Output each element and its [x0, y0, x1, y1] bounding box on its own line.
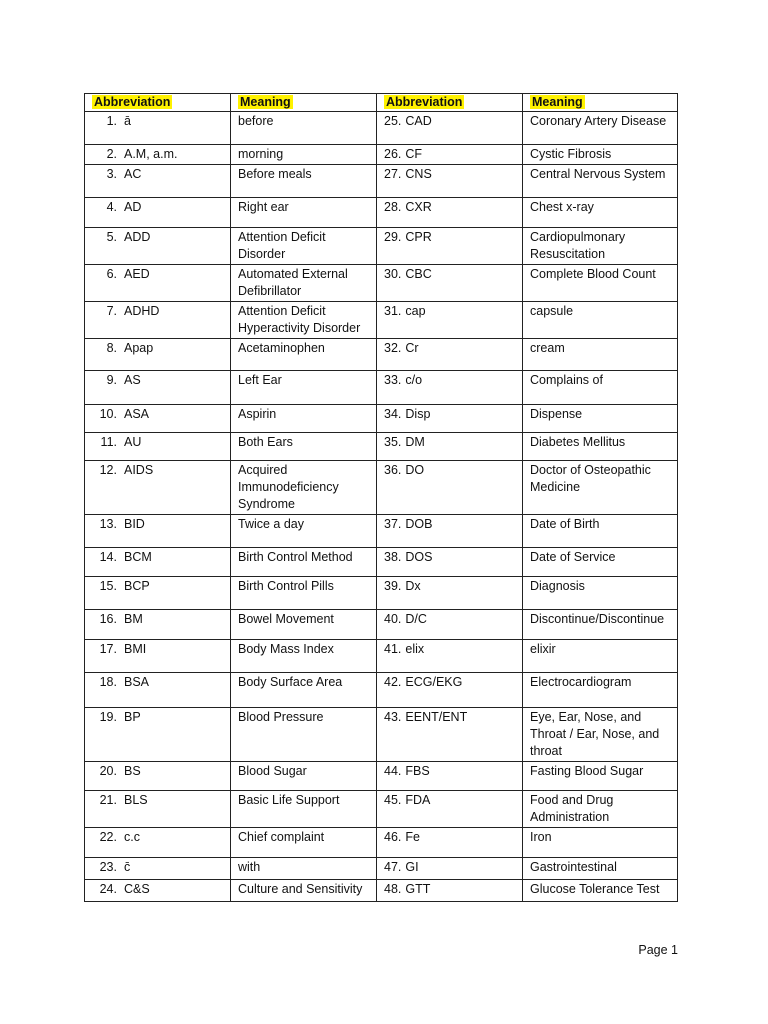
meaning-text: Date of Birth	[530, 517, 600, 531]
row-number: 18.	[99, 675, 117, 689]
table-row	[85, 610, 678, 640]
meaning-cell	[231, 405, 377, 433]
header-meaning-2: Meaning	[523, 94, 678, 112]
row-number: 30.	[384, 267, 402, 281]
meaning-cell	[231, 265, 377, 302]
meaning-text: Birth Control Pills	[238, 579, 334, 593]
row-number: 41.	[384, 642, 402, 656]
abbreviation-cell	[85, 461, 231, 515]
abbreviation-text: BP	[124, 710, 141, 724]
table-row	[85, 145, 678, 165]
abbreviation-cell	[377, 145, 523, 165]
abbreviation-text: FBS	[405, 764, 430, 778]
abbreviation-cell	[377, 577, 523, 610]
row-number: 13.	[99, 517, 117, 531]
row-number: 14.	[99, 550, 117, 564]
row-number: 48.	[384, 882, 402, 896]
meaning-cell	[231, 762, 377, 791]
meaning-text: Discontinue/Discontinue	[530, 612, 665, 626]
meaning-text: Cardiopulmonary Resuscitation	[530, 230, 626, 261]
abbreviation-cell	[377, 828, 523, 858]
abbreviation-cell	[377, 433, 523, 461]
meaning-cell	[523, 577, 678, 610]
abbreviation-text: BM	[124, 612, 143, 626]
meaning-cell	[523, 145, 678, 165]
abbreviation-text: BCP	[124, 579, 150, 593]
table-row	[85, 640, 678, 673]
table-row	[85, 112, 678, 145]
meaning-text: Attention Deficit Hyperactivity Disorder	[238, 304, 361, 335]
meaning-text: Acetaminophen	[238, 341, 325, 355]
meaning-text: Twice a day	[238, 517, 305, 531]
row-number: 5.	[106, 230, 117, 244]
abbreviation-cell	[377, 791, 523, 828]
meaning-text: Coronary Artery Disease	[530, 114, 667, 128]
table-row	[85, 548, 678, 577]
meaning-text: Cystic Fibrosis	[530, 147, 612, 161]
meaning-text: before	[238, 114, 274, 128]
abbreviation-text: AS	[124, 373, 141, 387]
row-number: 31.	[384, 304, 402, 318]
row-number: 3.	[106, 167, 117, 181]
meaning-cell	[523, 610, 678, 640]
table-row	[85, 515, 678, 548]
abbreviation-cell	[377, 339, 523, 371]
row-number: 35.	[384, 435, 402, 449]
meaning-text: Chief complaint	[238, 830, 325, 844]
meaning-cell	[231, 302, 377, 339]
meaning-cell	[231, 858, 377, 880]
meaning-cell	[231, 198, 377, 228]
abbreviation-cell	[377, 112, 523, 145]
abbreviation-text: CXR	[405, 200, 432, 214]
row-number: 36.	[384, 463, 402, 477]
row-number: 29.	[384, 230, 402, 244]
header-abbreviation-1: Abbreviation	[85, 94, 231, 112]
abbreviation-cell	[377, 302, 523, 339]
meaning-text: Gastrointestinal	[530, 860, 617, 874]
row-number: 38.	[384, 550, 402, 564]
row-number: 21.	[99, 793, 117, 807]
abbreviation-text: CAD	[405, 114, 432, 128]
meaning-cell	[231, 640, 377, 673]
meaning-text: Birth Control Method	[238, 550, 353, 564]
row-number: 45.	[384, 793, 402, 807]
meaning-text: Complete Blood Count	[530, 267, 656, 281]
meaning-text: Aspirin	[238, 407, 277, 421]
meaning-cell	[523, 112, 678, 145]
meaning-text: Bowel Movement	[238, 612, 334, 626]
table-row	[85, 265, 678, 302]
meaning-cell	[231, 165, 377, 198]
table-row	[85, 302, 678, 339]
abbreviation-text: c.c	[124, 830, 140, 844]
abbreviation-cell	[85, 198, 231, 228]
table-row	[85, 673, 678, 708]
meaning-text: Left Ear	[238, 373, 282, 387]
table-row	[85, 198, 678, 228]
meaning-text: with	[238, 860, 261, 874]
abbreviation-cell	[377, 198, 523, 228]
row-number: 34.	[384, 407, 402, 421]
meaning-text: Complains of	[530, 373, 603, 387]
abbreviation-cell	[85, 791, 231, 828]
abbreviation-cell	[85, 405, 231, 433]
abbreviation-text: DOB	[405, 517, 433, 531]
row-number: 16.	[99, 612, 117, 626]
abbreviation-text: CNS	[405, 167, 432, 181]
abbreviation-cell	[85, 762, 231, 791]
meaning-cell	[523, 302, 678, 339]
meaning-text: Basic Life Support	[238, 793, 340, 807]
meaning-text: Glucose Tolerance Test	[530, 882, 660, 896]
meaning-cell	[231, 577, 377, 610]
row-number: 24.	[99, 882, 117, 896]
table-row	[85, 339, 678, 371]
meaning-text: Automated External Defibrillator	[238, 267, 348, 298]
abbreviation-cell	[85, 708, 231, 762]
abbreviation-cell	[377, 228, 523, 265]
meaning-cell	[231, 828, 377, 858]
row-number: 39.	[384, 579, 402, 593]
meaning-cell	[523, 828, 678, 858]
abbreviation-text: ADD	[124, 230, 151, 244]
abbreviation-cell	[85, 673, 231, 708]
abbreviation-text: DM	[405, 435, 425, 449]
meaning-text: morning	[238, 147, 284, 161]
row-number: 10.	[99, 407, 117, 421]
abbreviation-cell	[85, 828, 231, 858]
table-row	[85, 708, 678, 762]
table-row	[85, 165, 678, 198]
abbreviation-cell	[377, 405, 523, 433]
abbreviation-text: Apap	[124, 341, 154, 355]
abbreviation-text: AIDS	[124, 463, 154, 477]
abbreviation-text: c/o	[405, 373, 423, 387]
abbreviation-cell	[85, 880, 231, 902]
meaning-text: Food and Drug Administration	[530, 793, 614, 824]
meaning-cell	[231, 433, 377, 461]
meaning-text: Iron	[530, 830, 552, 844]
row-number: 32.	[384, 341, 402, 355]
abbreviation-text: BLS	[124, 793, 148, 807]
row-number: 6.	[106, 267, 117, 281]
table-row	[85, 228, 678, 265]
meaning-cell	[523, 762, 678, 791]
abbreviation-cell	[377, 640, 523, 673]
meaning-text: Electrocardiogram	[530, 675, 632, 689]
meaning-cell	[231, 339, 377, 371]
abbreviation-text: ā	[124, 114, 131, 128]
abbreviation-cell	[85, 339, 231, 371]
abbreviation-text: DO	[405, 463, 425, 477]
row-number: 22.	[99, 830, 117, 844]
row-number: 2.	[106, 147, 117, 161]
row-number: 7.	[106, 304, 117, 318]
meaning-text: Body Mass Index	[238, 642, 334, 656]
abbreviation-table	[84, 93, 678, 902]
meaning-text: Central Nervous System	[530, 167, 666, 181]
row-number: 17.	[99, 642, 117, 656]
meaning-cell	[523, 228, 678, 265]
meaning-cell	[523, 461, 678, 515]
row-number: 26.	[384, 147, 402, 161]
row-number: 1.	[106, 114, 117, 128]
meaning-cell	[231, 112, 377, 145]
abbreviation-cell	[377, 371, 523, 405]
meaning-cell	[231, 461, 377, 515]
abbreviation-cell	[85, 371, 231, 405]
abbreviation-text: ASA	[124, 407, 150, 421]
abbreviation-text: BMI	[124, 642, 147, 656]
abbreviation-text: FDA	[405, 793, 431, 807]
row-number: 11.	[100, 435, 117, 449]
abbreviation-cell	[377, 708, 523, 762]
meaning-cell	[523, 371, 678, 405]
abbreviation-text: BS	[124, 764, 141, 778]
row-number: 47.	[384, 860, 402, 874]
header-abbreviation-2: Abbreviation	[377, 94, 523, 112]
meaning-cell	[523, 791, 678, 828]
abbreviation-text: AC	[124, 167, 142, 181]
meaning-text: Culture and Sensitivity	[238, 882, 363, 896]
meaning-cell	[231, 880, 377, 902]
table-row	[85, 858, 678, 880]
row-number: 20.	[99, 764, 117, 778]
abbreviation-cell	[85, 640, 231, 673]
abbreviation-text: ECG/EKG	[405, 675, 463, 689]
meaning-cell	[523, 339, 678, 371]
meaning-cell	[523, 673, 678, 708]
row-number: 44.	[384, 764, 402, 778]
meaning-cell	[231, 228, 377, 265]
row-number: 4.	[106, 200, 117, 214]
abbreviation-text: D/C	[405, 612, 427, 626]
row-number: 40.	[384, 612, 402, 626]
table-header-row	[85, 94, 678, 112]
abbreviation-text: GI	[405, 860, 419, 874]
table-row	[85, 371, 678, 405]
meaning-text: Blood Sugar	[238, 764, 307, 778]
abbreviation-text: C&S	[124, 882, 150, 896]
page-number: Page 1	[638, 943, 678, 957]
abbreviation-cell	[85, 577, 231, 610]
abbreviation-cell	[377, 265, 523, 302]
meaning-cell	[231, 673, 377, 708]
meaning-cell	[523, 640, 678, 673]
meaning-cell	[523, 858, 678, 880]
meaning-text: Fasting Blood Sugar	[530, 764, 644, 778]
row-number: 46.	[384, 830, 402, 844]
row-number: 19.	[99, 710, 117, 724]
meaning-cell	[231, 371, 377, 405]
abbreviation-cell	[377, 610, 523, 640]
meaning-cell	[523, 708, 678, 762]
abbreviation-text: Fe	[405, 830, 420, 844]
abbreviation-cell	[377, 858, 523, 880]
abbreviation-cell	[377, 515, 523, 548]
abbreviation-text: cap	[405, 304, 426, 318]
meaning-text: Dispense	[530, 407, 583, 421]
meaning-text: Diagnosis	[530, 579, 585, 593]
abbreviation-text: elix	[405, 642, 425, 656]
row-number: 25.	[384, 114, 402, 128]
abbreviation-text: GTT	[405, 882, 431, 896]
abbreviation-text: EENT/ENT	[405, 710, 468, 724]
meaning-text: Both Ears	[238, 435, 293, 449]
abbreviation-cell	[85, 145, 231, 165]
meaning-cell	[523, 265, 678, 302]
abbreviation-cell	[85, 265, 231, 302]
meaning-cell	[523, 405, 678, 433]
table-row	[85, 461, 678, 515]
row-number: 9.	[106, 373, 117, 387]
abbreviation-cell	[85, 548, 231, 577]
meaning-cell	[523, 433, 678, 461]
meaning-cell	[523, 165, 678, 198]
meaning-cell	[231, 548, 377, 577]
abbreviation-cell	[377, 762, 523, 791]
abbreviation-text: A.M, a.m.	[124, 147, 178, 161]
meaning-text: Date of Service	[530, 550, 616, 564]
row-number: 27.	[384, 167, 402, 181]
meaning-cell	[231, 708, 377, 762]
abbreviation-text: CBC	[405, 267, 432, 281]
abbreviation-text: c̄	[124, 860, 131, 874]
abbreviation-cell	[85, 515, 231, 548]
abbreviation-text: Dx	[405, 579, 421, 593]
abbreviation-cell	[377, 880, 523, 902]
abbreviation-text: CPR	[405, 230, 432, 244]
row-number: 23.	[99, 860, 117, 874]
meaning-text: Diabetes Mellitus	[530, 435, 626, 449]
row-number: 33.	[384, 373, 402, 387]
row-number: 12.	[99, 463, 117, 477]
table-row	[85, 828, 678, 858]
table-row	[85, 880, 678, 902]
row-number: 8.	[106, 341, 117, 355]
table-row	[85, 762, 678, 791]
abbreviation-text: AED	[124, 267, 150, 281]
meaning-text: capsule	[530, 304, 574, 318]
row-number: 42.	[384, 675, 402, 689]
meaning-cell	[523, 548, 678, 577]
abbreviation-text: BSA	[124, 675, 150, 689]
meaning-cell	[231, 610, 377, 640]
table-row	[85, 577, 678, 610]
meaning-cell	[231, 791, 377, 828]
meaning-text: Eye, Ear, Nose, and Throat / Ear, Nose, and throat	[530, 710, 660, 758]
abbreviation-text: CF	[405, 147, 423, 161]
meaning-text: Acquired Immunodeficiency Syndrome	[238, 463, 339, 511]
abbreviation-cell	[377, 461, 523, 515]
abbreviation-text: AU	[124, 435, 142, 449]
meaning-text: Body Surface Area	[238, 675, 343, 689]
meaning-text: Blood Pressure	[238, 710, 324, 724]
abbreviation-cell	[85, 610, 231, 640]
abbreviation-cell	[377, 548, 523, 577]
abbreviation-cell	[85, 302, 231, 339]
abbreviation-cell	[85, 228, 231, 265]
meaning-text: Before meals	[238, 167, 312, 181]
row-number: 43.	[384, 710, 402, 724]
meaning-text: Doctor of Osteopathic Medicine	[530, 463, 651, 494]
meaning-text: elixir	[530, 642, 556, 656]
meaning-text: cream	[530, 341, 565, 355]
abbreviation-text: ADHD	[124, 304, 160, 318]
abbreviation-text: BID	[124, 517, 145, 531]
row-number: 15.	[99, 579, 117, 593]
meaning-text: Attention Deficit Disorder	[238, 230, 326, 261]
abbreviation-text: Disp	[405, 407, 431, 421]
table-row	[85, 405, 678, 433]
meaning-cell	[231, 515, 377, 548]
meaning-text: Chest x-ray	[530, 200, 594, 214]
table-row	[85, 433, 678, 461]
abbreviation-cell	[85, 165, 231, 198]
meaning-cell	[523, 515, 678, 548]
abbreviation-cell	[377, 165, 523, 198]
meaning-cell	[523, 880, 678, 902]
meaning-cell	[231, 145, 377, 165]
meaning-cell	[523, 198, 678, 228]
abbreviation-text: BCM	[124, 550, 152, 564]
table-row	[85, 791, 678, 828]
abbreviation-cell	[377, 673, 523, 708]
row-number: 37.	[384, 517, 402, 531]
abbreviation-text: DOS	[405, 550, 433, 564]
meaning-text: Right ear	[238, 200, 289, 214]
abbreviation-cell	[85, 112, 231, 145]
abbreviation-cell	[85, 433, 231, 461]
abbreviation-text: AD	[124, 200, 142, 214]
abbreviation-text: Cr	[405, 341, 419, 355]
header-meaning-1: Meaning	[231, 94, 377, 112]
row-number: 28.	[384, 200, 402, 214]
abbreviation-cell	[85, 858, 231, 880]
